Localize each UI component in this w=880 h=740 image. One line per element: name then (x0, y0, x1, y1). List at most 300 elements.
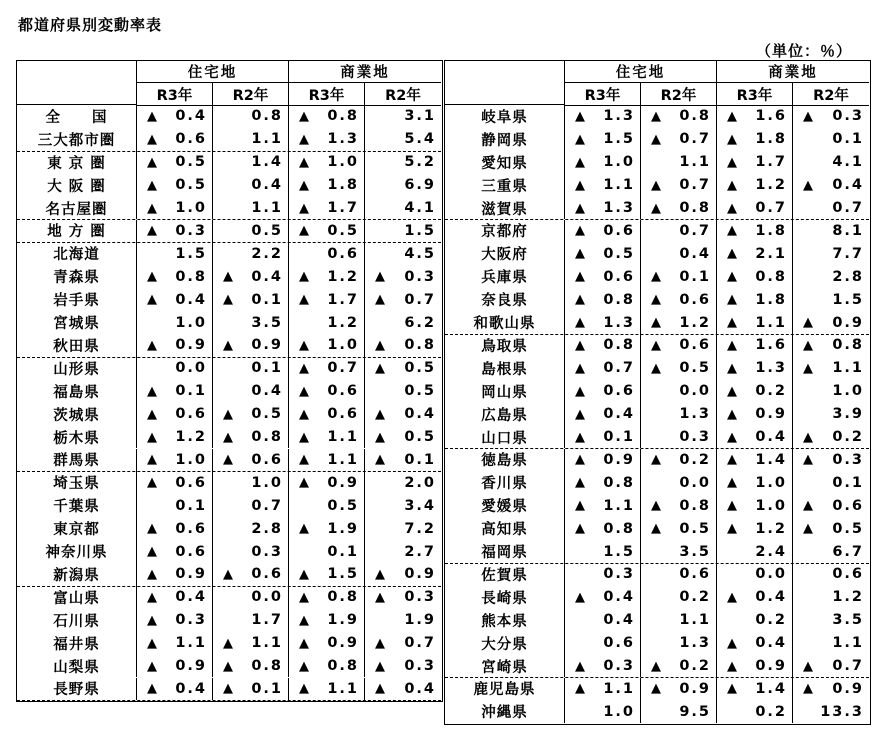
decrease-triangle-icon: ▲ (299, 566, 309, 582)
value-number: 0.9 (251, 337, 283, 354)
value-cell (289, 334, 365, 357)
header-commercial-r3: R3年 (717, 83, 793, 105)
decrease-triangle-icon: ▲ (147, 635, 157, 651)
decrease-triangle-icon: ▲ (803, 177, 813, 193)
decrease-triangle-icon: ▲ (727, 429, 737, 445)
decrease-triangle-icon: ▲ (575, 269, 585, 285)
value-number: 1.0 (175, 314, 207, 331)
decrease-triangle-icon: ▲ (651, 658, 661, 674)
value-cell (289, 471, 365, 494)
region-name: 福島県 (17, 380, 137, 403)
header-commercial-r2: R2年 (813, 87, 849, 104)
value-number: 0.8 (755, 268, 787, 285)
value-cell (717, 632, 793, 655)
value-number: 0.6 (251, 451, 283, 468)
value-cell (565, 586, 641, 609)
value-number: 1.0 (603, 154, 635, 171)
value-number: 0.6 (175, 543, 207, 560)
value-cell (137, 357, 213, 380)
region-name: 北海道 (17, 242, 137, 265)
value-cell (365, 380, 441, 403)
value-number: 0.4 (755, 635, 787, 652)
value-cell (137, 311, 213, 334)
table-row (17, 334, 441, 358)
region-name: 東京都 (17, 517, 137, 540)
value-cell (213, 174, 289, 197)
value-cell (213, 632, 289, 655)
value-cell (213, 334, 289, 357)
value-number: 6.7 (832, 543, 864, 560)
value-number: 0.4 (175, 589, 207, 606)
value-cell (213, 380, 289, 403)
table-row (17, 494, 441, 517)
value-cell (793, 242, 869, 265)
decrease-triangle-icon: ▲ (299, 223, 309, 239)
decrease-triangle-icon: ▲ (223, 635, 233, 651)
decrease-triangle-icon: ▲ (651, 521, 661, 537)
value-cell (565, 494, 641, 517)
value-cell (137, 494, 213, 517)
decrease-triangle-icon: ▲ (299, 681, 309, 697)
value-cell (289, 242, 365, 265)
value-cell (289, 449, 365, 472)
value-number: 1.2 (755, 177, 787, 194)
region-name: 山梨県 (17, 655, 137, 678)
decrease-triangle-icon: ▲ (147, 452, 157, 468)
value-cell (717, 403, 793, 426)
decrease-triangle-icon: ▲ (299, 269, 309, 285)
value-cell (365, 174, 441, 197)
value-cell (565, 242, 641, 265)
table-row (445, 242, 869, 265)
value-number: 0.4 (404, 680, 436, 697)
value-number: 0.8 (251, 658, 283, 675)
decrease-triangle-icon: ▲ (727, 108, 737, 124)
value-cell (641, 655, 717, 678)
value-cell (793, 563, 869, 586)
value-cell (137, 151, 213, 174)
value-number: 0.6 (175, 131, 207, 148)
value-number: 1.5 (603, 543, 635, 560)
value-cell (565, 655, 641, 678)
decrease-triangle-icon: ▲ (803, 108, 813, 124)
value-number: 1.1 (603, 680, 635, 697)
decrease-triangle-icon: ▲ (575, 383, 585, 399)
table-row (445, 311, 869, 335)
value-number: 0.1 (175, 383, 207, 400)
value-number: 0.2 (679, 451, 711, 468)
decrease-triangle-icon: ▲ (223, 658, 233, 674)
decrease-triangle-icon: ▲ (651, 292, 661, 308)
value-cell (289, 494, 365, 517)
value-number: 2.8 (251, 520, 283, 537)
value-number: 0.3 (404, 268, 436, 285)
value-cell (641, 403, 717, 426)
value-number: 4.1 (404, 200, 436, 217)
value-cell (641, 632, 717, 655)
header-commercial: 商業地 (289, 61, 441, 83)
value-number: 0.7 (603, 360, 635, 377)
region-name: 神奈川県 (17, 540, 137, 563)
decrease-triangle-icon: ▲ (299, 658, 309, 674)
region-name: 長崎県 (445, 586, 565, 609)
value-number: 0.5 (679, 520, 711, 537)
decrease-triangle-icon: ▲ (727, 269, 737, 285)
left-table (16, 60, 443, 702)
value-number: 1.1 (755, 314, 787, 331)
table-row (17, 609, 441, 632)
value-number: 0.8 (327, 589, 359, 606)
value-cell (289, 174, 365, 197)
value-number: 0.3 (175, 612, 207, 629)
region-name: 奈良県 (445, 288, 565, 311)
value-cell (137, 471, 213, 494)
value-cell (717, 174, 793, 197)
decrease-triangle-icon: ▲ (147, 521, 157, 537)
table-row (445, 609, 869, 632)
value-cell (213, 426, 289, 449)
decrease-triangle-icon: ▲ (651, 200, 661, 216)
region-name: 岐阜県 (445, 105, 565, 128)
value-number: 0.7 (679, 177, 711, 194)
value-cell (213, 540, 289, 563)
decrease-triangle-icon: ▲ (223, 681, 233, 697)
header-residential-r2: R2年 (213, 83, 289, 105)
decrease-triangle-icon: ▲ (147, 589, 157, 605)
value-cell (137, 265, 213, 288)
value-number: 1.1 (251, 131, 283, 148)
table-row (445, 105, 869, 128)
value-number: 0.9 (832, 314, 864, 331)
value-cell (717, 517, 793, 540)
value-number: 0.7 (404, 635, 436, 652)
decrease-triangle-icon: ▲ (223, 566, 233, 582)
region-name: 秋田県 (17, 334, 137, 357)
decrease-triangle-icon: ▲ (575, 131, 585, 147)
value-cell (137, 197, 213, 220)
table-row (17, 563, 441, 587)
value-number: 0.6 (327, 383, 359, 400)
value-number: 2.7 (404, 543, 436, 560)
value-cell (793, 678, 869, 701)
table-row (445, 517, 869, 540)
value-number: 1.9 (404, 612, 436, 629)
value-cell (717, 334, 793, 357)
value-number: 2.4 (755, 543, 787, 560)
region-name: 埼玉県 (17, 471, 137, 494)
value-number: 1.3 (603, 200, 635, 217)
decrease-triangle-icon: ▲ (727, 315, 737, 331)
value-number: 0.8 (603, 520, 635, 537)
table-row (445, 128, 869, 151)
table-row (17, 517, 441, 540)
region-name: 福井県 (17, 632, 137, 655)
decrease-triangle-icon: ▲ (375, 337, 385, 353)
value-cell (213, 494, 289, 517)
value-cell (717, 265, 793, 288)
value-cell (213, 288, 289, 311)
value-number: 0.9 (755, 406, 787, 423)
region-name: 熊本県 (445, 609, 565, 632)
decrease-triangle-icon: ▲ (727, 589, 737, 605)
decrease-triangle-icon: ▲ (575, 177, 585, 193)
value-number: 0.1 (832, 474, 864, 491)
table-row (445, 334, 869, 357)
value-number: 1.4 (755, 680, 787, 697)
value-cell (641, 700, 717, 723)
value-cell (641, 242, 717, 265)
region-name: 和歌山県 (445, 311, 565, 334)
value-number: 0.8 (327, 658, 359, 675)
value-cell (137, 403, 213, 426)
value-number: 0.4 (175, 291, 207, 308)
value-cell (137, 220, 213, 243)
value-cell (717, 197, 793, 220)
region-name: 三重県 (445, 174, 565, 197)
decrease-triangle-icon: ▲ (147, 544, 157, 560)
value-number: 1.2 (832, 589, 864, 606)
value-cell (565, 311, 641, 334)
table-row (445, 197, 869, 221)
decrease-triangle-icon: ▲ (575, 475, 585, 491)
value-number: 0.4 (603, 612, 635, 629)
value-number: 0.8 (251, 108, 283, 125)
value-cell (213, 311, 289, 334)
table-row (17, 380, 441, 403)
value-number: 0.5 (603, 245, 635, 262)
value-number: 1.7 (755, 154, 787, 171)
value-cell (289, 220, 365, 243)
region-name: 静岡県 (445, 128, 565, 151)
value-cell (137, 678, 213, 701)
decrease-triangle-icon: ▲ (575, 200, 585, 216)
decrease-triangle-icon: ▲ (575, 246, 585, 262)
value-number: 1.1 (327, 429, 359, 446)
region-name: 高知県 (445, 517, 565, 540)
region-name: 福岡県 (445, 540, 565, 563)
header-residential-r2: R2年 (641, 83, 717, 105)
table-row (17, 632, 441, 655)
region-name: 全 国 (17, 105, 137, 128)
value-cell (365, 632, 441, 655)
value-number: 1.1 (251, 200, 283, 217)
value-cell (793, 471, 869, 494)
value-cell (641, 220, 717, 243)
value-cell (793, 128, 869, 151)
value-cell (717, 426, 793, 449)
value-cell (289, 609, 365, 632)
value-cell (365, 609, 441, 632)
value-number: 0.8 (251, 429, 283, 446)
value-number: 0.8 (404, 337, 436, 354)
value-cell (641, 678, 717, 701)
value-number: 0.9 (832, 680, 864, 697)
value-number: 0.6 (603, 635, 635, 652)
decrease-triangle-icon: ▲ (575, 429, 585, 445)
decrease-triangle-icon: ▲ (651, 681, 661, 697)
value-number: 1.5 (175, 245, 207, 262)
value-cell (717, 678, 793, 701)
value-cell (365, 105, 441, 128)
decrease-triangle-icon: ▲ (803, 521, 813, 537)
value-number: 0.5 (175, 154, 207, 171)
decrease-triangle-icon: ▲ (803, 315, 813, 331)
table-row (17, 449, 441, 473)
table-row (445, 151, 869, 174)
value-cell (565, 151, 641, 174)
value-cell (289, 540, 365, 563)
header-year-row (137, 83, 441, 106)
value-number: 0.4 (603, 406, 635, 423)
value-cell (137, 540, 213, 563)
value-number: 0.6 (679, 566, 711, 583)
table-row (17, 471, 441, 494)
region-name: 滋賀県 (445, 197, 565, 220)
table-row (17, 105, 441, 128)
value-cell (213, 151, 289, 174)
decrease-triangle-icon: ▲ (651, 108, 661, 124)
value-cell (213, 220, 289, 243)
value-number: 0.9 (175, 658, 207, 675)
value-number: 0.7 (679, 131, 711, 148)
region-name: 青森県 (17, 265, 137, 288)
value-number: 0.5 (175, 177, 207, 194)
value-number: 0.1 (679, 268, 711, 285)
table-row (17, 151, 441, 174)
table-row (17, 540, 441, 563)
region-name: 佐賀県 (445, 563, 565, 586)
region-name: 地 方 圏 (17, 220, 137, 243)
value-number: 1.0 (175, 451, 207, 468)
value-cell (289, 151, 365, 174)
value-number: 0.0 (175, 360, 207, 377)
value-cell (793, 655, 869, 678)
value-number: 5.4 (404, 131, 436, 148)
value-number: 0.4 (175, 680, 207, 697)
value-cell (289, 517, 365, 540)
decrease-triangle-icon: ▲ (147, 108, 157, 124)
table-row (445, 678, 869, 701)
decrease-triangle-icon: ▲ (575, 658, 585, 674)
value-cell (793, 540, 869, 563)
decrease-triangle-icon: ▲ (375, 269, 385, 285)
value-cell (717, 242, 793, 265)
value-number: 1.5 (404, 222, 436, 239)
decrease-triangle-icon: ▲ (375, 658, 385, 674)
value-number: 1.1 (679, 612, 711, 629)
table-row (445, 449, 869, 472)
value-cell (793, 700, 869, 723)
value-cell (137, 655, 213, 678)
value-number: 0.4 (175, 108, 207, 125)
decrease-triangle-icon: ▲ (651, 315, 661, 331)
decrease-triangle-icon: ▲ (147, 292, 157, 308)
value-cell (565, 563, 641, 586)
value-number: 7.2 (404, 520, 436, 537)
value-cell (717, 494, 793, 517)
value-cell (137, 380, 213, 403)
value-number: 1.9 (327, 520, 359, 537)
value-number: 3.5 (251, 314, 283, 331)
value-cell (641, 586, 717, 609)
value-number: 4.1 (832, 154, 864, 171)
value-number: 1.6 (755, 337, 787, 354)
value-number: 0.1 (251, 360, 283, 377)
value-cell (365, 449, 441, 472)
value-number: 1.3 (603, 108, 635, 125)
decrease-triangle-icon: ▲ (575, 223, 585, 239)
value-cell (213, 609, 289, 632)
value-number: 0.5 (327, 497, 359, 514)
value-number: 0.4 (755, 429, 787, 446)
value-number: 0.4 (251, 268, 283, 285)
region-name: 群馬県 (17, 449, 137, 472)
value-cell (289, 128, 365, 151)
value-cell (717, 609, 793, 632)
decrease-triangle-icon: ▲ (575, 681, 585, 697)
table-row (445, 426, 869, 450)
value-cell (565, 403, 641, 426)
table-row (17, 242, 441, 265)
value-cell (565, 426, 641, 449)
region-name: 名古屋圏 (17, 197, 137, 220)
value-number: 1.1 (327, 451, 359, 468)
value-number: 0.2 (755, 383, 787, 400)
value-cell (289, 311, 365, 334)
value-number: 0.8 (603, 474, 635, 491)
decrease-triangle-icon: ▲ (223, 269, 233, 285)
value-cell (289, 563, 365, 586)
right-table (444, 60, 871, 725)
value-cell (213, 128, 289, 151)
value-number: 0.3 (404, 658, 436, 675)
region-name: 岩手県 (17, 288, 137, 311)
value-number: 0.1 (603, 429, 635, 446)
value-number: 0.5 (404, 360, 436, 377)
value-cell (641, 288, 717, 311)
decrease-triangle-icon: ▲ (223, 292, 233, 308)
value-cell (793, 334, 869, 357)
decrease-triangle-icon: ▲ (727, 452, 737, 468)
value-number: 1.1 (832, 635, 864, 652)
value-cell (365, 311, 441, 334)
value-cell (565, 220, 641, 243)
value-cell (565, 197, 641, 220)
value-cell (641, 563, 717, 586)
decrease-triangle-icon: ▲ (803, 681, 813, 697)
value-number: 0.9 (404, 566, 436, 583)
value-number: 3.4 (404, 497, 436, 514)
decrease-triangle-icon: ▲ (299, 292, 309, 308)
value-number: 1.2 (679, 314, 711, 331)
value-cell (365, 655, 441, 678)
value-cell (641, 265, 717, 288)
decrease-triangle-icon: ▲ (223, 337, 233, 353)
value-number: 0.6 (175, 474, 207, 491)
table-row (17, 128, 441, 152)
value-cell (365, 517, 441, 540)
decrease-triangle-icon: ▲ (147, 200, 157, 216)
value-number: 0.1 (251, 680, 283, 697)
value-number: 0.8 (679, 108, 711, 125)
value-number: 1.1 (832, 360, 864, 377)
decrease-triangle-icon: ▲ (575, 292, 585, 308)
decrease-triangle-icon: ▲ (299, 475, 309, 491)
value-cell (793, 449, 869, 472)
value-cell (365, 426, 441, 449)
value-cell (565, 540, 641, 563)
value-number: 0.7 (404, 291, 436, 308)
